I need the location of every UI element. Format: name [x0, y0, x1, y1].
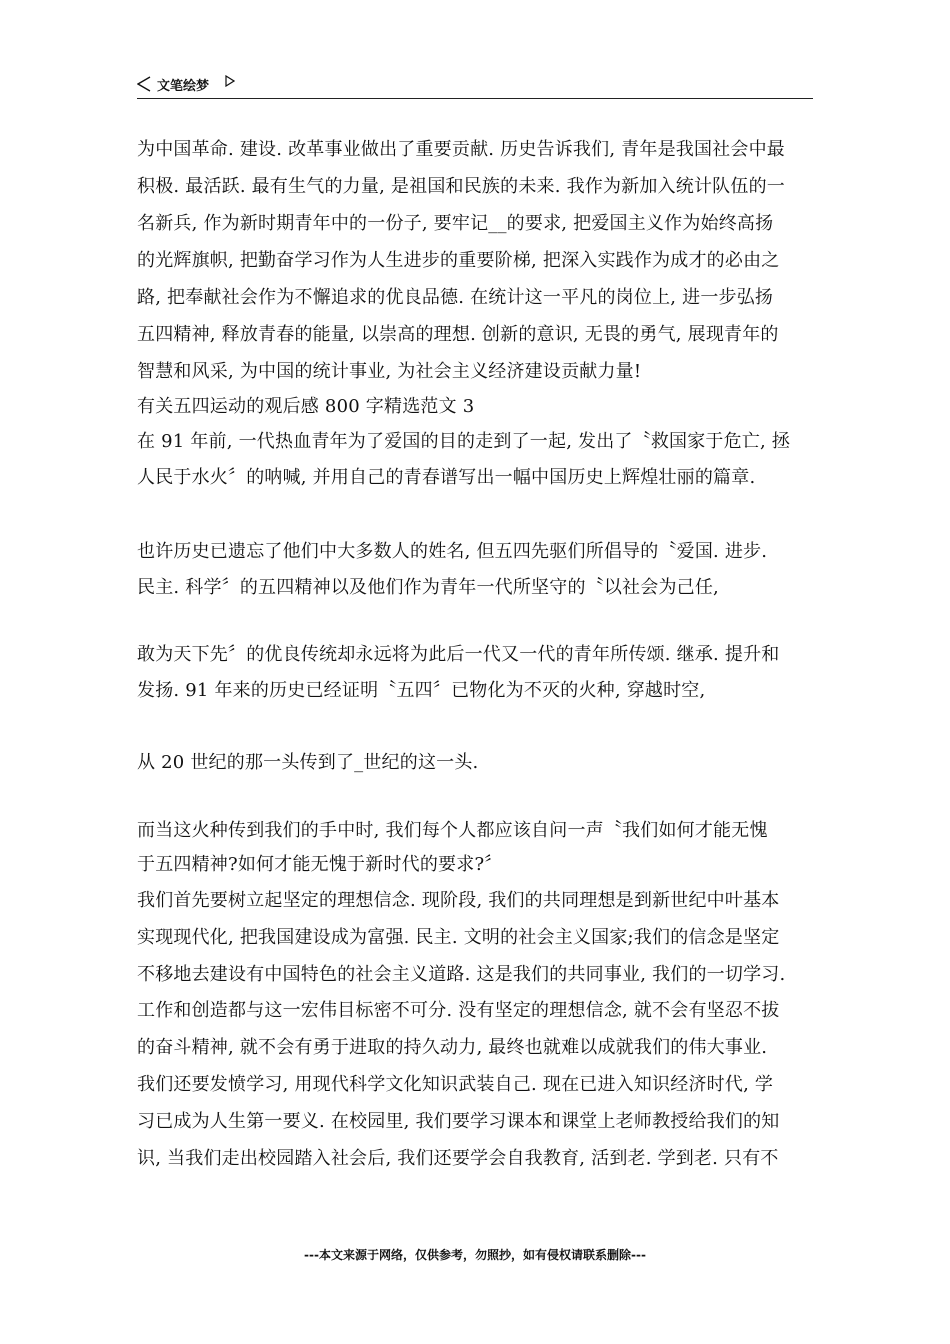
text-line: 民主. 科学〞的五四精神以及他们作为青年一代所坚守的〝以社会为己任,: [137, 577, 719, 598]
page-header: [137, 72, 813, 99]
text-line: 发扬. 91 年来的历史已经证明〝五四〞已物化为不灭的火种, 穿越时空,: [137, 680, 706, 701]
text-line: 智慧和风采, 为中国的统计事业, 为社会主义经济建设贡献力量!: [137, 361, 642, 382]
text-line: 不移地去建设有中国特色的社会主义道路. 这是我们的共同事业, 我们的一切学习.: [137, 964, 786, 985]
footer-disclaimer: ---本文来源于网络，仅供参考，勿照抄，如有侵权请联系删除---: [304, 1248, 646, 1262]
section-heading: 有关五四运动的观后感 800 字精选范文 3: [137, 396, 475, 417]
text-line: 我们首先要树立起坚定的理想信念. 现阶段, 我们的共同理想是到新世纪中叶基本: [137, 890, 780, 911]
text-line: 五四精神, 释放青春的能量, 以崇高的理想. 创新的意识, 无畏的勇气, 展现青年的: [137, 324, 779, 345]
text-line: 识, 当我们走出校园踏入社会后, 我们还要学会自我教育, 活到老. 学到老. 只有不: [137, 1148, 779, 1169]
text-line: 我们还要发愤学习, 用现代科学文化知识武装自己. 现在已进入知识经济时代, 学: [137, 1074, 774, 1095]
text-line: 的光辉旗帜, 把勤奋学习作为人生进步的重要阶梯, 把深入实践作为成才的必由之: [137, 250, 780, 271]
text-line: 工作和创造都与这一宏伟目标密不可分. 没有坚定的理想信念, 就不会有坚忍不拔: [137, 1000, 780, 1021]
text-line: 积极. 最活跃. 最有生气的力量, 是祖国和民族的未来. 我作为新加入统计队伍的一: [137, 176, 785, 197]
text-line: 的奋斗精神, 就不会有勇于进取的持久动力, 最终也就难以成就我们的伟大事业.: [137, 1037, 768, 1058]
text-line: 习已成为人生第一要义. 在校园里, 我们要学习课本和课堂上老师教授给我们的知: [137, 1111, 780, 1132]
text-line: 实现现代化, 把我国建设成为富强. 民主. 文明的社会主义国家;我们的信念是坚定: [137, 927, 780, 948]
text-line: 在 91 年前, 一代热血青年为了爱国的目的走到了一起, 发出了〝救国家于危亡, 拯: [137, 431, 791, 452]
brand-title: 文笔绘梦: [157, 79, 210, 94]
triangle-left-icon: [137, 76, 151, 92]
text-line: 为中国革命. 建设. 改革事业做出了重要贡献. 历史告诉我们, 青年是我国社会中最: [137, 139, 785, 160]
text-line: 名新兵, 作为新时期青年中的一份子, 要牢记__的要求, 把爱国主义作为始终高扬: [137, 213, 774, 234]
text-line: 路, 把奉献社会作为不懈追求的优良品德. 在统计这一平凡的岗位上, 进一步弘扬: [137, 287, 774, 308]
text-line: 也许历史已遗忘了他们中大多数人的姓名, 但五四先驱们所倡导的〝爱国. 进步.: [137, 541, 768, 562]
text-line: 敢为天下先〞的优良传统却永远将为此后一代又一代的青年所传颂. 继承. 提升和: [137, 644, 780, 665]
text-line: 于五四精神?如何才能无愧于新时代的要求?〞: [137, 854, 503, 875]
text-line: 从 20 世纪的那一头传到了_世纪的这一头.: [137, 752, 479, 773]
triangle-right-icon: [225, 75, 235, 87]
text-line: 人民于水火〞的呐喊, 并用自己的青春谱写出一幅中国历史上辉煌壮丽的篇章.: [137, 467, 756, 488]
text-line: 而当这火种传到我们的手中时, 我们每个人都应该自问一声〝我们如何才能无愧: [137, 820, 768, 841]
